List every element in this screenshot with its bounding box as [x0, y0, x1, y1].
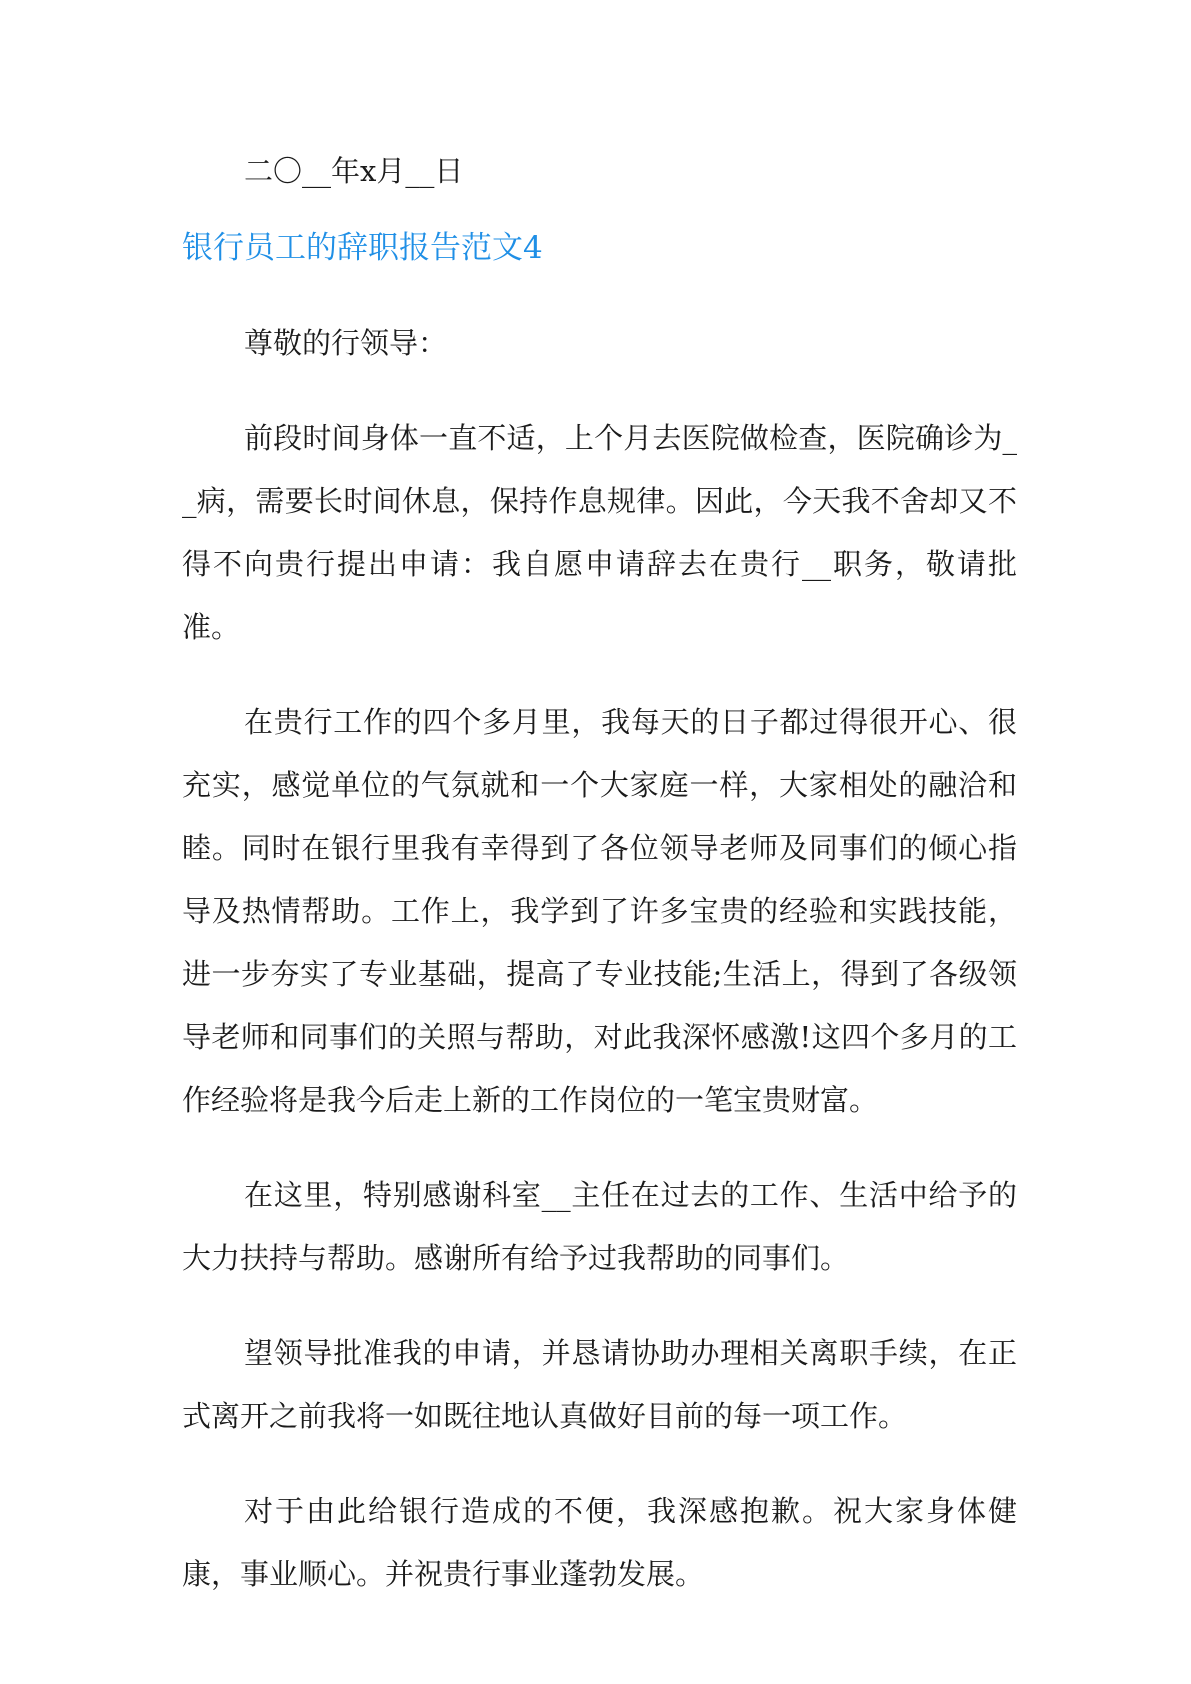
- paragraph-request-approval: 望领导批准我的申请，并恳请协助办理相关离职手续，在正式离开之前我将一如既往地认真做好目前的每一项工作。: [182, 1336, 1017, 1433]
- paragraph-thanks-director: 在这里，特别感谢科室__主任在过去的工作、生活中给予的大力扶持与帮助。感谢所有给予过我帮助的同事们。: [182, 1178, 1017, 1275]
- salutation: 尊敬的行领导：: [244, 326, 448, 360]
- document-body: [182, 140, 1017, 1606]
- paragraph-gratitude: 在贵行工作的四个多月里，我每天的日子都过得很开心、很充实，感觉单位的气氛就和一个大家庭一样，大家相处的融洽和睦。同时在银行里我有幸得到了各位领导老师及同事们的倾心指导及热情帮助。工作上，我学到了许多宝贵的经验和实践技能，进一步夯实了专业基础，提高了专业技能;生活上，得到了各级领导老师和同事们的关照与帮助，对此我深怀感激!这四个多月的工作经验将是我今后走上新的工作岗位的一笔宝贵财富。: [182, 705, 1017, 1117]
- date-line: 二〇__年x月__日: [244, 154, 464, 188]
- paragraph-health-reason: 前段时间身体一直不适，上个月去医院做检查，医院确诊为__病，需要长时间休息，保持作息规律。因此，今天我不舍却又不得不向贵行提出申请：我自愿申请辞去在贵行__职务，敬请批准。: [182, 421, 1017, 644]
- document-title: 银行员工的辞职报告范文4: [182, 230, 543, 266]
- paragraph-closing: 对于由此给银行造成的不便，我深感抱歉。祝大家身体健康，事业顺心。并祝贵行事业蓬勃发展。: [182, 1494, 1017, 1591]
